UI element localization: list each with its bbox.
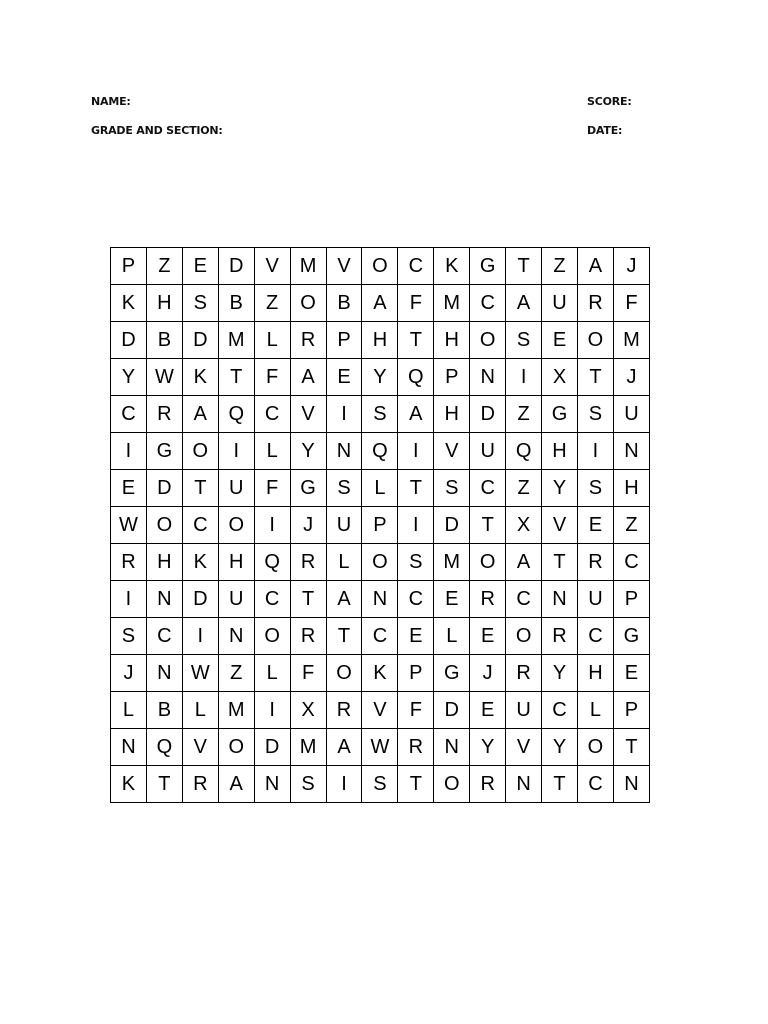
name-label: NAME: xyxy=(91,95,131,108)
grid-cell[interactable]: T xyxy=(398,322,434,359)
grid-cell[interactable]: C xyxy=(254,581,290,618)
grid-cell[interactable]: C xyxy=(506,581,542,618)
grid-row xyxy=(111,285,650,322)
grid-cell[interactable]: S xyxy=(362,766,398,803)
grid-cell[interactable]: R xyxy=(290,544,326,581)
grid-cell[interactable]: N xyxy=(146,581,182,618)
grid-cell[interactable]: J xyxy=(470,655,506,692)
score-label: SCORE: xyxy=(587,95,632,108)
grid-cell[interactable]: U xyxy=(577,581,613,618)
grid-cell[interactable]: V xyxy=(434,433,470,470)
grid-cell[interactable]: L xyxy=(326,544,362,581)
grid-cell[interactable]: R xyxy=(111,544,147,581)
grid-cell[interactable]: P xyxy=(613,692,649,729)
grid-cell[interactable]: G xyxy=(434,655,470,692)
grid-row xyxy=(111,248,650,285)
grid-cell[interactable]: O xyxy=(577,322,613,359)
grid-cell[interactable]: I xyxy=(398,433,434,470)
grid-cell[interactable]: E xyxy=(111,470,147,507)
date-label: DATE: xyxy=(587,124,623,137)
grid-cell[interactable]: C xyxy=(398,248,434,285)
grid-cell[interactable]: O xyxy=(326,655,362,692)
grid-cell[interactable]: A xyxy=(362,285,398,322)
grid-cell[interactable]: K xyxy=(111,285,147,322)
grid-cell[interactable]: R xyxy=(506,655,542,692)
grid-cell[interactable]: R xyxy=(398,729,434,766)
grid-cell[interactable]: R xyxy=(577,544,613,581)
grid-cell[interactable]: X xyxy=(506,507,542,544)
grid-cell[interactable]: H xyxy=(577,655,613,692)
grid-cell[interactable]: T xyxy=(542,766,578,803)
grid-cell[interactable]: S xyxy=(398,544,434,581)
grid-cell[interactable]: Y xyxy=(542,729,578,766)
grid-cell[interactable]: I xyxy=(182,618,218,655)
grid-cell[interactable]: D xyxy=(470,396,506,433)
grid-row xyxy=(111,433,650,470)
grid-cell[interactable]: Q xyxy=(362,433,398,470)
grid-cell[interactable]: O xyxy=(362,248,398,285)
grid-cell[interactable]: T xyxy=(326,618,362,655)
grid-cell[interactable]: I xyxy=(506,359,542,396)
grid-cell[interactable]: N xyxy=(542,581,578,618)
grid-cell[interactable]: O xyxy=(218,507,254,544)
grid-cell[interactable]: Z xyxy=(506,470,542,507)
grid-cell[interactable]: Q xyxy=(506,433,542,470)
grid-cell[interactable]: G xyxy=(613,618,649,655)
grid-cell[interactable]: P xyxy=(326,322,362,359)
grid-cell[interactable]: E xyxy=(398,618,434,655)
grid-cell[interactable]: Y xyxy=(470,729,506,766)
grid-cell[interactable]: Y xyxy=(111,359,147,396)
grid-cell[interactable]: E xyxy=(182,248,218,285)
grid-cell[interactable]: C xyxy=(182,507,218,544)
grid-cell[interactable]: K xyxy=(362,655,398,692)
grid-row xyxy=(111,729,650,766)
grid-cell[interactable]: W xyxy=(146,359,182,396)
grid-cell[interactable]: I xyxy=(254,692,290,729)
grid-cell[interactable]: M xyxy=(290,248,326,285)
grid-cell[interactable]: T xyxy=(577,359,613,396)
grid-cell[interactable]: T xyxy=(146,766,182,803)
grid-cell[interactable]: Z xyxy=(613,507,649,544)
grid-cell[interactable]: F xyxy=(398,285,434,322)
grid-cell[interactable]: M xyxy=(434,544,470,581)
grid-cell[interactable]: A xyxy=(182,396,218,433)
grid-cell[interactable]: Z xyxy=(506,396,542,433)
grid-cell[interactable]: Q xyxy=(398,359,434,396)
grid-cell[interactable]: N xyxy=(218,618,254,655)
grid-cell[interactable]: S xyxy=(182,285,218,322)
grid-cell[interactable]: N xyxy=(111,729,147,766)
grid-cell[interactable]: U xyxy=(326,507,362,544)
grid-cell[interactable]: L xyxy=(182,692,218,729)
grid-cell[interactable]: F xyxy=(290,655,326,692)
grid-cell[interactable]: D xyxy=(434,507,470,544)
grid-cell[interactable]: R xyxy=(326,692,362,729)
grid-cell[interactable]: B xyxy=(146,322,182,359)
grid-cell[interactable]: R xyxy=(577,285,613,322)
grid-cell[interactable]: D xyxy=(434,692,470,729)
grid-row xyxy=(111,692,650,729)
grid-cell[interactable]: V xyxy=(326,248,362,285)
grid-cell[interactable]: T xyxy=(542,544,578,581)
grid-cell[interactable]: K xyxy=(434,248,470,285)
grid-cell[interactable]: V xyxy=(542,507,578,544)
grid-row xyxy=(111,322,650,359)
grid-cell[interactable]: H xyxy=(362,322,398,359)
grid-cell[interactable]: D xyxy=(218,248,254,285)
grid-cell[interactable]: E xyxy=(542,322,578,359)
grid-cell[interactable]: C xyxy=(613,544,649,581)
grid-cell[interactable]: H xyxy=(434,322,470,359)
grid-cell[interactable]: C xyxy=(398,581,434,618)
grid-cell[interactable]: Y xyxy=(542,470,578,507)
grid-cell[interactable]: A xyxy=(218,766,254,803)
grid-cell[interactable]: Z xyxy=(146,248,182,285)
grid-row xyxy=(111,655,650,692)
grid-cell[interactable]: R xyxy=(182,766,218,803)
grid-cell[interactable]: N xyxy=(146,655,182,692)
grid-cell[interactable]: C xyxy=(362,618,398,655)
grid-cell[interactable]: A xyxy=(577,248,613,285)
grid-cell[interactable]: C xyxy=(542,692,578,729)
grid-cell[interactable]: N xyxy=(506,766,542,803)
grid-cell[interactable]: O xyxy=(362,544,398,581)
grid-cell[interactable]: A xyxy=(326,729,362,766)
grid-cell[interactable]: N xyxy=(434,729,470,766)
grid-cell[interactable]: S xyxy=(362,396,398,433)
grid-cell[interactable]: F xyxy=(398,692,434,729)
grid-cell[interactable]: J xyxy=(613,359,649,396)
grid-cell[interactable]: N xyxy=(326,433,362,470)
grid-cell[interactable]: M xyxy=(218,322,254,359)
grid-cell[interactable]: S xyxy=(111,618,147,655)
grid-cell[interactable]: X xyxy=(542,359,578,396)
grid-cell[interactable]: O xyxy=(577,729,613,766)
grid-cell[interactable]: H xyxy=(542,433,578,470)
grid-cell[interactable]: S xyxy=(290,766,326,803)
grid-row xyxy=(111,507,650,544)
grid-cell[interactable]: D xyxy=(182,581,218,618)
grid-cell[interactable]: D xyxy=(111,322,147,359)
grid-cell[interactable]: T xyxy=(613,729,649,766)
grid-row xyxy=(111,359,650,396)
grid-cell[interactable]: Y xyxy=(290,433,326,470)
grid-cell[interactable]: O xyxy=(182,433,218,470)
grid-cell[interactable]: I xyxy=(254,507,290,544)
grid-cell[interactable]: M xyxy=(218,692,254,729)
grid-cell[interactable]: P xyxy=(111,248,147,285)
grid-cell[interactable]: E xyxy=(613,655,649,692)
grid-cell[interactable]: O xyxy=(434,766,470,803)
grid-cell[interactable]: E xyxy=(434,581,470,618)
grid-row xyxy=(111,470,650,507)
grid-cell[interactable]: J xyxy=(111,655,147,692)
grid-cell[interactable]: D xyxy=(182,322,218,359)
grid-cell[interactable]: P xyxy=(613,581,649,618)
grid-cell[interactable]: C xyxy=(470,285,506,322)
grid-cell[interactable]: C xyxy=(146,618,182,655)
grid-cell[interactable]: A xyxy=(326,581,362,618)
grid-cell[interactable]: R xyxy=(146,396,182,433)
grid-cell[interactable]: I xyxy=(398,507,434,544)
grid-cell[interactable]: Z xyxy=(542,248,578,285)
grid-cell[interactable]: T xyxy=(470,507,506,544)
grid-cell[interactable]: P xyxy=(398,655,434,692)
grid-row xyxy=(111,766,650,803)
grid-cell[interactable]: V xyxy=(362,692,398,729)
grade-section-label: GRADE AND SECTION: xyxy=(91,124,223,137)
grid-cell[interactable]: Q xyxy=(146,729,182,766)
grid-cell[interactable]: T xyxy=(506,248,542,285)
grid-cell[interactable]: L xyxy=(254,322,290,359)
grid-cell[interactable]: L xyxy=(434,618,470,655)
grid-cell[interactable]: E xyxy=(470,618,506,655)
grid-cell[interactable]: T xyxy=(398,766,434,803)
grid-cell[interactable]: S xyxy=(434,470,470,507)
grid-cell[interactable]: K xyxy=(182,544,218,581)
grid-cell[interactable]: T xyxy=(290,581,326,618)
grid-cell[interactable]: L xyxy=(111,692,147,729)
grid-cell[interactable]: B xyxy=(218,285,254,322)
grid-cell[interactable]: F xyxy=(254,359,290,396)
grid-cell[interactable]: M xyxy=(613,322,649,359)
grid-cell[interactable]: F xyxy=(613,285,649,322)
grid-cell[interactable]: S xyxy=(577,470,613,507)
grid-cell[interactable]: L xyxy=(254,655,290,692)
grid-cell[interactable]: G xyxy=(290,470,326,507)
grid-cell[interactable]: Y xyxy=(542,655,578,692)
grid-cell[interactable]: C xyxy=(577,618,613,655)
grid-cell[interactable]: T xyxy=(398,470,434,507)
grid-cell[interactable]: A xyxy=(506,544,542,581)
grid-cell[interactable]: C xyxy=(577,766,613,803)
grid-row xyxy=(111,581,650,618)
grid-cell[interactable]: W xyxy=(111,507,147,544)
grid-cell[interactable]: N xyxy=(613,766,649,803)
grid-cell[interactable]: P xyxy=(434,359,470,396)
grid-cell[interactable]: W xyxy=(362,729,398,766)
grid-cell[interactable]: E xyxy=(326,359,362,396)
grid-cell[interactable]: G xyxy=(146,433,182,470)
grid-cell[interactable]: R xyxy=(290,618,326,655)
grid-cell[interactable]: V xyxy=(290,396,326,433)
grid-cell[interactable]: L xyxy=(577,692,613,729)
grid-cell[interactable]: H xyxy=(434,396,470,433)
grid-cell[interactable]: R xyxy=(470,581,506,618)
grid-cell[interactable]: N xyxy=(254,766,290,803)
grid-cell[interactable]: C xyxy=(254,396,290,433)
grid-cell[interactable]: O xyxy=(146,507,182,544)
grid-cell[interactable]: G xyxy=(542,396,578,433)
grid-cell[interactable]: L xyxy=(362,470,398,507)
grid-cell[interactable]: S xyxy=(577,396,613,433)
grid-cell[interactable]: Q xyxy=(218,396,254,433)
grid-cell[interactable]: O xyxy=(470,544,506,581)
grid-cell[interactable]: I xyxy=(326,396,362,433)
grid-cell[interactable]: C xyxy=(111,396,147,433)
word-search-grid xyxy=(110,247,650,803)
grid-cell[interactable]: J xyxy=(290,507,326,544)
grid-cell[interactable]: H xyxy=(146,285,182,322)
grid-cell[interactable]: B xyxy=(146,692,182,729)
grid-cell[interactable]: I xyxy=(218,433,254,470)
grid-cell[interactable]: C xyxy=(470,470,506,507)
grid-cell[interactable]: N xyxy=(470,359,506,396)
grid-cell[interactable]: M xyxy=(434,285,470,322)
grid-cell[interactable]: K xyxy=(182,359,218,396)
grid-row xyxy=(111,618,650,655)
grid-cell[interactable]: R xyxy=(290,322,326,359)
grid-cell[interactable]: A xyxy=(398,396,434,433)
grid-cell[interactable]: R xyxy=(542,618,578,655)
grid-cell[interactable]: E xyxy=(577,507,613,544)
grid-cell[interactable]: N xyxy=(362,581,398,618)
grid-row xyxy=(111,544,650,581)
grid-cell[interactable]: V xyxy=(506,729,542,766)
grid-cell[interactable]: D xyxy=(146,470,182,507)
grid-cell[interactable]: H xyxy=(146,544,182,581)
grid-cell[interactable]: T xyxy=(182,470,218,507)
grid-cell[interactable]: A xyxy=(506,285,542,322)
grid-cell[interactable]: R xyxy=(470,766,506,803)
grid-cell[interactable]: G xyxy=(470,248,506,285)
grid-cell[interactable]: L xyxy=(254,433,290,470)
grid-cell[interactable]: Y xyxy=(362,359,398,396)
grid-cell[interactable]: Q xyxy=(254,544,290,581)
grid-cell[interactable]: H xyxy=(613,470,649,507)
grid-cell[interactable]: M xyxy=(290,729,326,766)
grid-cell[interactable]: Z xyxy=(254,285,290,322)
grid-cell[interactable]: O xyxy=(470,322,506,359)
grid-cell[interactable]: I xyxy=(326,766,362,803)
grid-cell[interactable]: Z xyxy=(218,655,254,692)
grid-cell[interactable]: H xyxy=(218,544,254,581)
grid-cell[interactable]: O xyxy=(506,618,542,655)
grid-cell[interactable]: N xyxy=(613,433,649,470)
grid-cell[interactable]: P xyxy=(362,507,398,544)
grid-cell[interactable]: E xyxy=(470,692,506,729)
grid-cell[interactable]: U xyxy=(542,285,578,322)
grid-cell[interactable]: U xyxy=(613,396,649,433)
grid-cell[interactable]: D xyxy=(254,729,290,766)
grid-cell[interactable]: V xyxy=(182,729,218,766)
grid-cell[interactable]: I xyxy=(111,433,147,470)
grid-cell[interactable]: O xyxy=(254,618,290,655)
grid-cell[interactable]: J xyxy=(613,248,649,285)
grid-cell[interactable]: I xyxy=(577,433,613,470)
grid-cell[interactable]: U xyxy=(218,581,254,618)
grid-cell[interactable]: F xyxy=(254,470,290,507)
grid-row xyxy=(111,396,650,433)
grid-cell[interactable]: O xyxy=(218,729,254,766)
grid-cell[interactable]: X xyxy=(290,692,326,729)
grid-cell[interactable]: A xyxy=(290,359,326,396)
grid-cell[interactable]: B xyxy=(326,285,362,322)
grid-cell[interactable]: U xyxy=(506,692,542,729)
grid-cell[interactable]: U xyxy=(218,470,254,507)
grid-cell[interactable]: S xyxy=(326,470,362,507)
grid-cell[interactable]: T xyxy=(218,359,254,396)
grid-cell[interactable]: U xyxy=(470,433,506,470)
grid-cell[interactable]: V xyxy=(254,248,290,285)
grid-cell[interactable]: O xyxy=(290,285,326,322)
grid-cell[interactable]: W xyxy=(182,655,218,692)
grid-cell[interactable]: I xyxy=(111,581,147,618)
grid-cell[interactable]: K xyxy=(111,766,147,803)
grid-cell[interactable]: S xyxy=(506,322,542,359)
